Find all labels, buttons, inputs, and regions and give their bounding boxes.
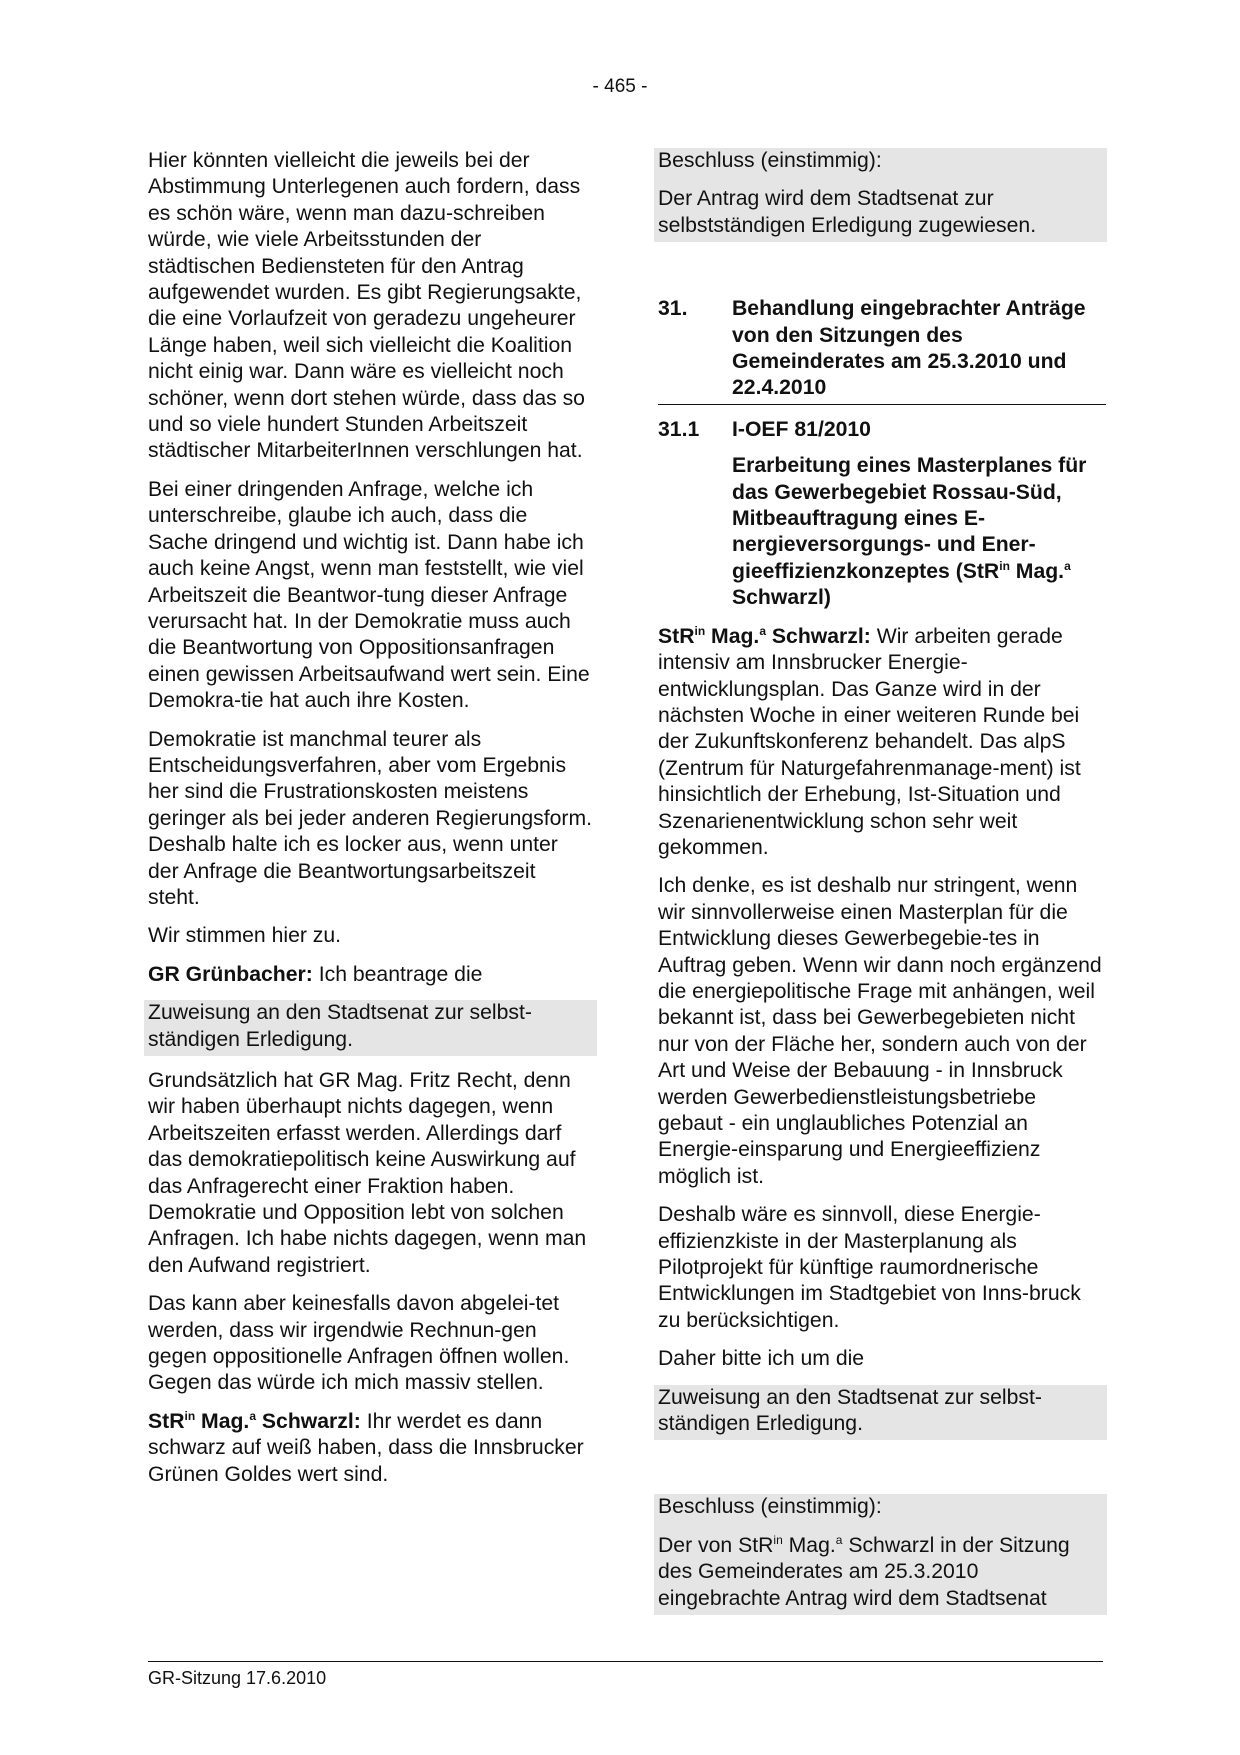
paragraph: Demokratie ist manchmal teurer als Entscheidungsverfahren, aber vom Ergebnis her sind die Frustrationskosten meistens geringer als bei jeder anderen Regierungsform. Deshalb halte ich es locker aus, wenn unter der Anfrage die Beantwortungsarbeitszeit steht. — [148, 727, 593, 909]
speaker-paragraph — [148, 1409, 593, 1488]
agenda-item-title: Behandlung eingebrachter Anträge von den Sitzungen des Gemeinderates am 25.3.2010 und 22.4.2010 — [732, 297, 1086, 400]
sub-item-heading — [658, 417, 1103, 443]
speaker-name: StR$^{in}$ Mag.$^a$ Schwarzl: — [148, 1408, 361, 1433]
agenda-item-heading — [658, 296, 1106, 405]
motion-box — [654, 1385, 1107, 1441]
speaker-paragraph — [658, 624, 1103, 862]
agenda-item-number: 31. — [658, 297, 688, 321]
paragraph: Grundsätzlich hat GR Mag. Fritz Recht, denn wir haben überhaupt nichts dagegen, wenn Arbeitszeiten erfasst werden. Allerdings darf das demokratiepolitisch keine Auswirkung auf das Anfragerecht einer Fraktion haben. Demokratie und Opposition lebt von solchen Anfragen. Ich habe nichts dagegen, wenn man den Aufwand registriert. — [148, 1069, 587, 1277]
resolution-box — [654, 148, 1107, 242]
paragraph: Daher bitte ich um die — [658, 1347, 865, 1371]
paragraph: Ich denke, es ist deshalb nur stringent, wenn wir sinnvollerweise einen Masterplan für die Entwicklung dieses Gewerbegebie-tes in Auftrag geben. Wenn wir dann noch ergänzend die energiepolitische Frage mit anhängen, weil bekannt ist, dass bei Gewerbegebieten nicht nur von der Fläche her, sondern auch von der Art und Weise der Bebauung - in Innsbruck werden Gewerbedienstleistungsbetriebe gebaut - ein unglaubliches Potenzial an Energie-einsparung und Energieeffizienz möglich ist. — [658, 874, 1102, 1188]
footer-session-date: GR-Sitzung 17.6.2010 — [148, 1668, 327, 1688]
page-number: - 465 - — [592, 76, 648, 97]
resolution-text: Der von StR$^{in}$ Mag.$^a$ Schwarzl in der Sitzung des Gemeinderates am 25.3.2010 eingebrachte Antrag wird dem Stadtsenat — [658, 1532, 1070, 1610]
speaker-paragraph — [148, 962, 593, 988]
speech-text: Ihr werdet es dann schwarz auf weiß haben, dass die Innsbrucker Grünen Goldes wert sind. — [148, 1409, 584, 1486]
paragraph: Hier könnten vielleicht die jeweils bei der Abstimmung Unterlegenen auch fordern, dass es schön wäre, wenn man dazu-schreiben würde, wie viele Arbeitsstunden der städtischen Bediensteten für den Antrag aufgewendet wurden. Es gibt Regierungsakte, die eine Vorlaufzeit von geradezu ungeheurer Länge haben, weil sich vielleicht die Koalition nicht einig war. Dann wäre es vielleicht noch schöner, wenn dort stehen würde, dass das so und so viele hundert Stunden Arbeitszeit städtischer MitarbeiterInnen verschlungen hat. — [148, 149, 585, 463]
paragraph: Bei einer dringenden Anfrage, welche ich unterschreibe, glaube ich auch, dass die Sache dringend und wichtig ist. Dann habe ich auch keine Angst, wenn man feststellt, wie viel Arbeitszeit die Beantwor-tung dieser Anfrage verursacht hat. In der Demokratie muss auch die Beantwortung von Oppositionsanfragen einen gewissen Arbeitsaufwand wert sein. Eine Demokra-tie hat auch ihre Kosten. — [148, 477, 590, 713]
resolution-box — [654, 1494, 1107, 1615]
resolution-label: Beschluss (einstimmig): — [658, 149, 882, 172]
motion-text: Zuweisung an den Stadtsenat zur selbst-ständigen Erledigung. — [658, 1385, 1042, 1436]
sub-item-id: I-OEF 81/2010 — [732, 417, 871, 441]
motion-text: Zuweisung an den Stadtsenat zur selbst-ständigen Erledigung. — [148, 1001, 532, 1051]
paragraph: Wir stimmen hier zu. — [148, 924, 342, 948]
motion-box — [144, 1000, 597, 1056]
footer-divider — [148, 1661, 1103, 1662]
speaker-name: GR Grünbacher: — [148, 962, 313, 986]
sub-item-title: Erarbeitung eines Masterplanes für das Gewerbegebiet Rossau-Süd, Mitbeauftragung eines E-nergieversorgungs- und Ener-gieeffizienzkonzeptes (StR$^{in}$ Mag.$^a$ Schwarzl) — [732, 454, 1087, 610]
paragraph: Deshalb wäre es sinnvoll, diese Energie-effizienzkiste in der Masterplanung als Pilotprojekt für künftige raumordnerische Entwicklungen im Stadtgebiet von Inns-bruck zu berücksichtigen. — [658, 1203, 1081, 1332]
right-column — [658, 148, 1103, 1627]
speech-text: Ich beantrage die — [312, 962, 483, 986]
left-column — [148, 148, 593, 1500]
sub-item-number: 31.1 — [658, 417, 700, 441]
speaker-name: StR$^{in}$ Mag.$^a$ Schwarzl: — [658, 623, 871, 648]
resolution-label: Beschluss (einstimmig): — [658, 1495, 882, 1519]
speech-text: Wir arbeiten gerade intensiv am Innsbrucker Energie-entwicklungsplan. Das Ganze wird in der nächsten Woche in einer weiteren Runde bei der Zukunftskonferenz behandelt. Das alpS (Zentrum für Naturgefahrenmanage-ment) ist hinsichtlich der Erhebung, Ist-Situation und Szenarienentwicklung schon sehr weit gekommen. — [658, 624, 1081, 859]
resolution-text: Der Antrag wird dem Stadtsenat zur selbstständigen Erledigung zugewiesen. — [658, 187, 1037, 237]
paragraph: Das kann aber keinesfalls davon abgelei-tet werden, dass wir irgendwie Rechnun-gen gegen oppositionelle Anfragen öffnen wollen. Gegen das würde ich mich massiv stellen. — [148, 1292, 570, 1395]
